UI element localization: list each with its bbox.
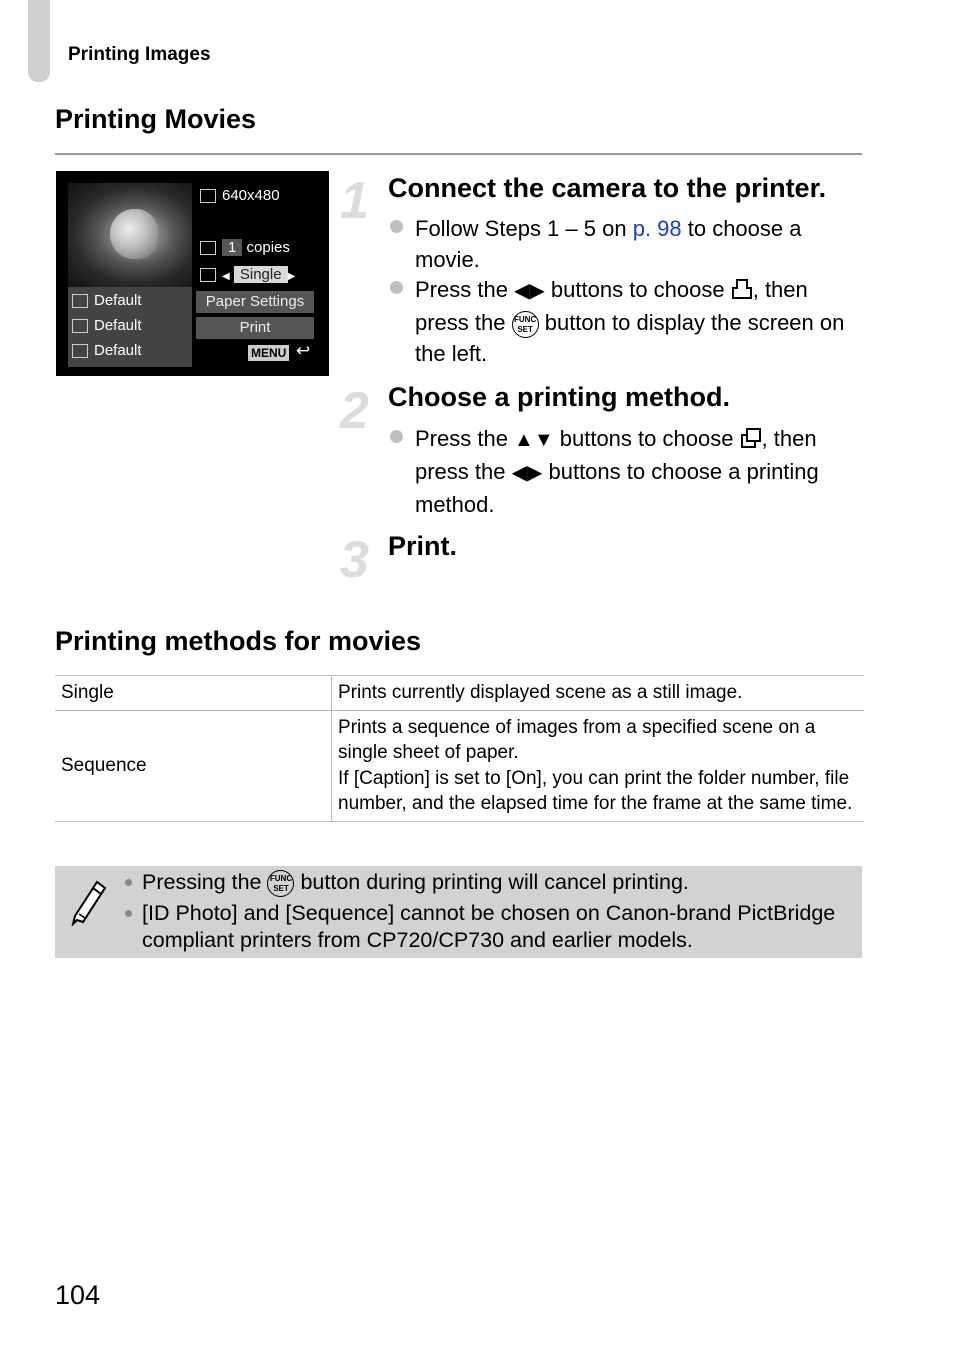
print-method-icon [200, 268, 216, 282]
settings-block [68, 287, 192, 367]
method-value: Single [234, 266, 288, 283]
copies-label: copies [246, 239, 290, 256]
section-title-printing-movies: Printing Movies [55, 104, 257, 134]
step-3-number: 3 [340, 531, 369, 589]
note-box [55, 866, 862, 958]
copies-value: 1 [222, 239, 242, 256]
left-right-buttons-icon: ◀▶ [514, 280, 545, 302]
step-1-number: 1 [340, 172, 369, 230]
method-row: ◀ Single ▶ [200, 264, 295, 286]
default-row-2: Default [72, 315, 142, 337]
left-right-buttons-icon: ◀▶ [511, 462, 543, 484]
resolution-row [200, 185, 280, 207]
resolution-icon [200, 189, 216, 203]
pencil-icon [69, 876, 109, 926]
description-cell: Prints currently displayed scene as a still image. [332, 676, 865, 711]
date-icon [72, 294, 88, 308]
method-cell: Sequence [55, 710, 332, 821]
table-row [55, 676, 864, 711]
page-number: 104 [55, 1280, 101, 1310]
step-3-title: Print. [388, 531, 458, 561]
print-method-icon [740, 427, 762, 449]
menu-badge: MENU [248, 345, 289, 361]
note-bullet [125, 910, 132, 917]
printing-methods-table [55, 675, 864, 822]
default-row-3: Default [72, 340, 142, 362]
running-head: Printing Images [68, 44, 211, 65]
section-title-printing-methods: Printing methods for movies [55, 626, 422, 656]
method-cell: Single [55, 676, 332, 711]
file-icon [72, 319, 88, 333]
section-rule [55, 153, 862, 155]
step-1-bullet-1: Follow Steps 1 – 5 on p. 98 to choose a movie. [390, 213, 865, 275]
print-icon [731, 278, 753, 300]
page-98-link[interactable]: p. 98 [632, 216, 682, 241]
step-1-title: Connect the camera to the printer. [388, 173, 827, 203]
bullet-dot [390, 281, 403, 294]
step-2-title: Choose a printing method. [388, 382, 730, 412]
func-set-button-icon: FUNC SET [267, 870, 294, 897]
resolution-value: 640x480 [222, 187, 280, 204]
trim-icon [72, 344, 88, 358]
copies-row [200, 237, 290, 259]
up-down-buttons-icon: ▲▼ [514, 429, 554, 451]
camera-screen-illustration [56, 171, 329, 376]
step-1-bullet-2: Press the ◀▶ buttons to choose , then press the FUNC SET button to display the screen on the left. [390, 274, 865, 369]
step-2-number: 2 [340, 382, 369, 440]
default-row-1: Default [72, 290, 142, 312]
note-item-2: [ID Photo] and [Sequence] cannot be chosen on Canon-brand PictBridge compliant printers from CP720/CP730 and earlier models. [125, 900, 855, 954]
movie-thumbnail [68, 183, 192, 287]
note-item-1: Pressing the FUNC SET button during printing will cancel printing. [125, 869, 855, 897]
func-set-button-icon: FUNC SET [512, 311, 539, 338]
bullet-dot [390, 220, 403, 233]
paper-settings-button: Paper Settings [196, 291, 314, 313]
step-2-bullet-1: Press the ▲▼ buttons to choose , then press the ◀▶ buttons to choose a printing method. [390, 423, 865, 520]
back-arrow-icon: ↩ [296, 341, 311, 360]
note-bullet [125, 879, 132, 886]
thumbnail-subject [110, 209, 158, 259]
table-row [55, 710, 864, 821]
copies-icon [200, 241, 216, 255]
print-button: Print [196, 317, 314, 339]
chapter-tab [28, 0, 50, 82]
bullet-dot [390, 430, 403, 443]
description-cell: Prints a sequence of images from a specified scene on a single sheet of paper. If [Caption] is set to [On], you can print the folder number, file number, and the elapsed time for the frame at the same time. [332, 710, 865, 821]
